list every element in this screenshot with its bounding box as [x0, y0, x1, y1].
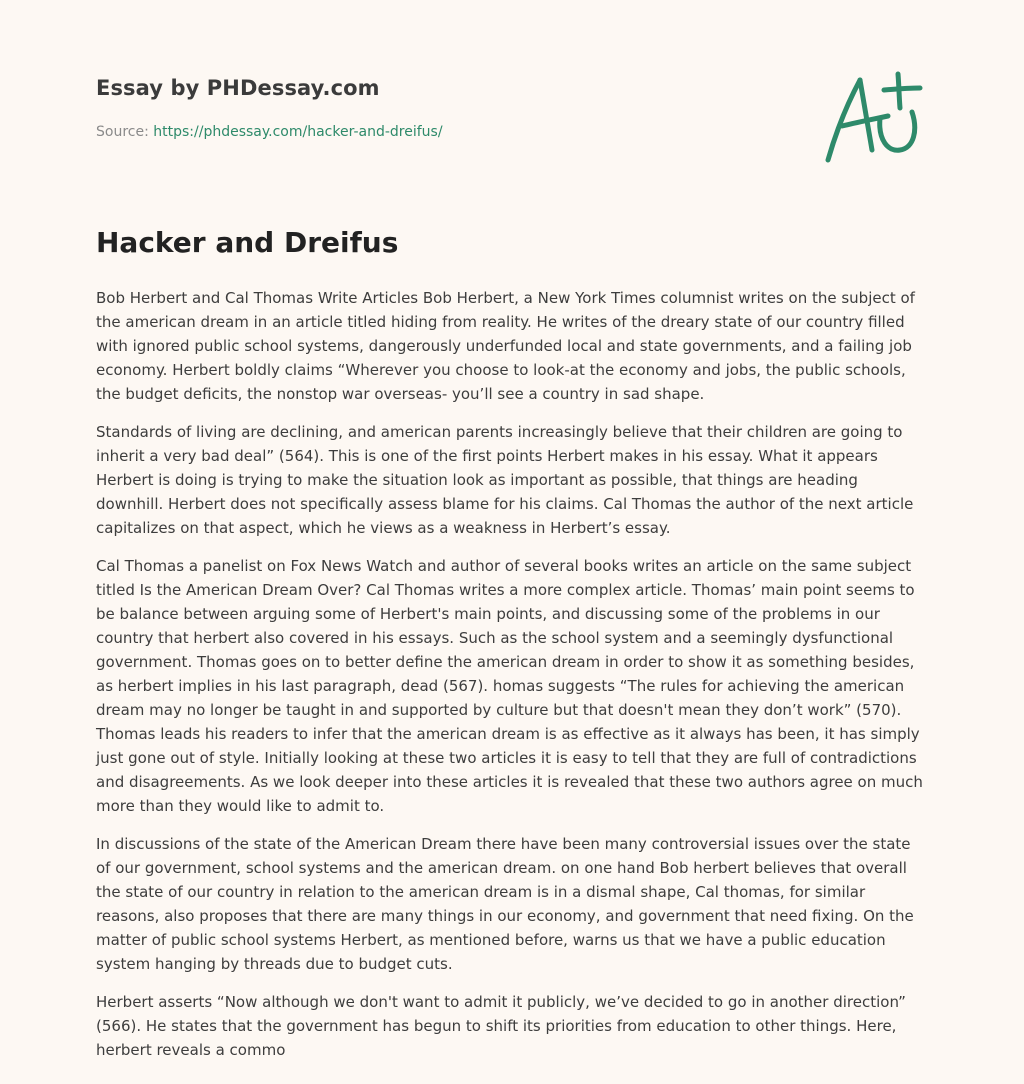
essay-paragraph: Standards of living are declining, and american parents increasingly believe that their children are going to inherit a very bad deal” (564). This is one of the first points Herbert makes in his essay. What it appears Herbert is doing is trying to make the situation look as important as possible, that things are heading downhill. Herbert does not specifically assess blame for his claims. Cal Thomas the author of the next article capitalizes on that aspect, which he views as a weakness in Herbert’s essay. [96, 423, 914, 537]
logo-plus-horizontal [884, 88, 920, 90]
essay-paragraph: Bob Herbert and Cal Thomas Write Articles Bob Herbert, a New York Times columnist writes on the subject of the american dream in an article titled hiding from reality. He writes of the dreary state of our country filled with ignored public school systems, dangerously underfunded local and state governments, and a failing job economy. Herbert boldly claims “Wherever you choose to look-at the economy and jobs, the public schools, the budget deficits, the nonstop war overseas- you’ll see a country in sad shape. [96, 289, 915, 403]
logo-a-stroke-right [860, 80, 872, 150]
source-line [96, 124, 443, 140]
source-link[interactable]: https://phdessay.com/hacker-and-dreifus/ [153, 124, 443, 140]
logo-a-stroke-left [828, 80, 860, 160]
essay-body [96, 286, 928, 1076]
essay-page [96, 0, 928, 1059]
essay-paragraph: Cal Thomas a panelist on Fox News Watch and author of several books writes an article on the same subject titled Is the American Dream Over? Cal Thomas writes a more complex article. Thomas’ main point seems to be balance between arguing some of Herbert's main points, and discussing some of the problems in our country that herbert also covered in his essays. Such as the school system and a seemingly dysfunctional government. Thomas goes on to better define the american dream in order to show it as something besides, as herbert implies in his last paragraph, dead (567). homas suggests “The rules for achieving the american dream may no longer be taught in and supported by culture but that doesn't mean they don’t work” (570). Thomas leads his readers to infer that the american dream is as effective as it always has been, it has simply just gone out of style. Initially looking at these two articles it is easy to tell that they are full of contradictions and disagreements. As we look deeper into these articles it is revealed that these two authors agree on much more than they would like to admit to. [96, 557, 923, 815]
essay-title: Hacker and Dreifus [96, 226, 399, 259]
site-brand-title: Essay by PHDessay.com [96, 76, 380, 100]
header [96, 0, 928, 200]
a-plus-grade-icon [822, 68, 926, 164]
source-label: Source: [96, 124, 154, 140]
essay-paragraph: In discussions of the state of the American Dream there have been many controversial issues over the state of our government, school systems and the american dream. on one hand Bob herbert believes that overall the state of our country in relation to the american dream is in a dismal shape, Cal thomas, for similar reasons, also proposes that there are many things in our economy, and government that need fixing. On the matter of public school systems Herbert, as mentioned before, warns us that we have a public education system hanging by threads due to budget cuts. [96, 835, 914, 973]
essay-paragraph: Herbert asserts “Now although we don't want to admit it publicly, we’ve decided to go in another direction” (566). He states that the government has begun to shift its priorities from education to other things. Here, herbert reveals a commo [96, 993, 906, 1059]
